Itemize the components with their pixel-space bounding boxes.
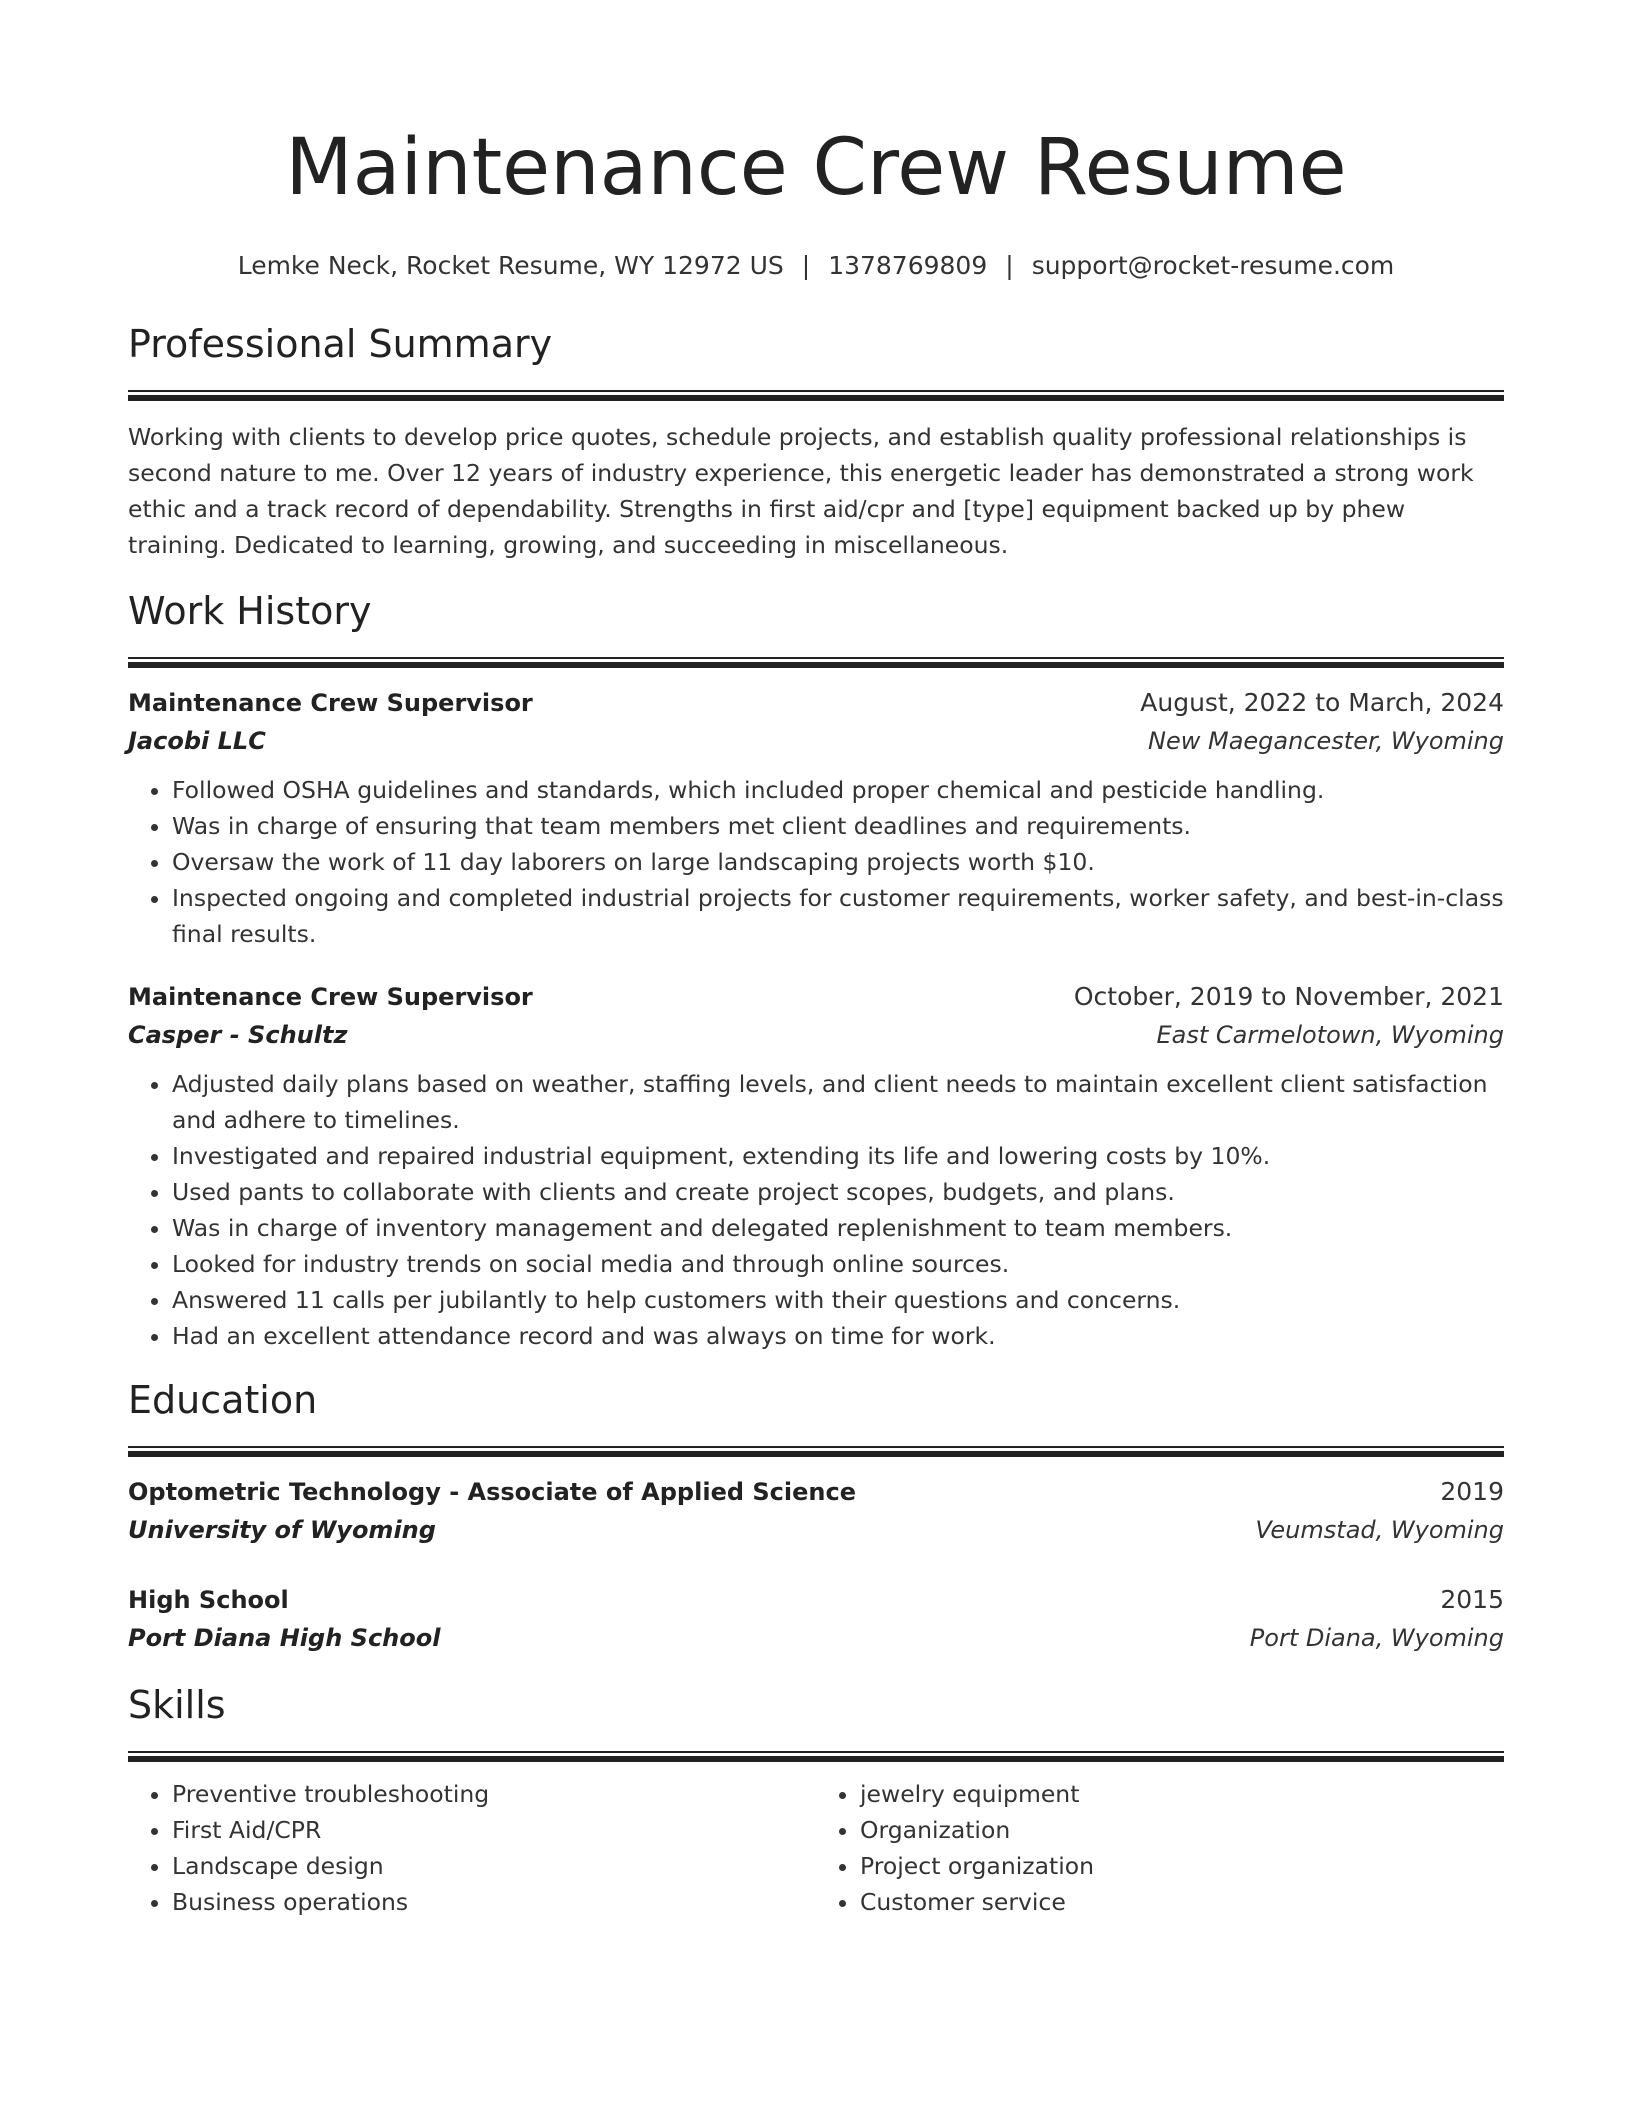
job-entry [128,978,1504,1354]
skill-item: • Project organization [860,1848,1504,1884]
job-header-row [128,684,1504,722]
contact-line [128,250,1504,282]
section-heading-work-history: Work History [128,589,372,633]
job-employer: Casper - Schultz [128,1021,348,1049]
job-employer-row [128,1016,1504,1054]
skill-item: • Business operations [172,1884,816,1920]
job-title: Maintenance Crew Supervisor [128,689,533,717]
section-heading-summary: Professional Summary [128,322,553,366]
job-bullet: • Looked for industry trends on social media and through online sources. [172,1246,1504,1282]
skill-item: • Preventive troubleshooting [172,1776,816,1812]
resume-title: Maintenance Crew Resume [285,123,1347,213]
job-title: Maintenance Crew Supervisor [128,983,533,1011]
job-location: East Carmelotown, Wyoming [1156,1021,1504,1049]
skill-item: • Landscape design [172,1848,816,1884]
contact-separator: | [1005,251,1014,280]
skill-item: • Customer service [860,1884,1504,1920]
job-bullet: • Inspected ongoing and completed industrial projects for customer requirements, worker safety, and best-in-class final results. [172,880,1504,952]
job-bullet: • Adjusted daily plans based on weather, staffing levels, and client needs to maintain excellent client satisfaction and adhere to timelines. [172,1066,1504,1138]
job-bullets [128,772,1504,952]
section-divider [128,1446,1504,1457]
job-dates: October, 2019 to November, 2021 [1073,982,1504,1011]
section-divider [128,657,1504,668]
education-school-row [128,1511,1504,1549]
education-year: 2015 [1440,1585,1504,1614]
section-heading-education: Education [128,1378,318,1422]
contact-separator: | [801,251,811,280]
job-bullet: • Answered 11 calls per jubilantly to help customers with their questions and concerns. [172,1282,1504,1318]
job-dates: August, 2022 to March, 2024 [1140,688,1504,717]
education-school: University of Wyoming [128,1516,436,1544]
work-history-section [128,587,1504,1354]
education-year: 2019 [1440,1477,1504,1506]
job-employer-row [128,722,1504,760]
skill-item: • Organization [860,1812,1504,1848]
job-header-row [128,978,1504,1016]
skills-column-left [128,1776,816,1920]
education-school-row [128,1619,1504,1657]
job-bullet: • Had an excellent attendance record and was always on time for work. [172,1318,1504,1354]
contact-email: support@rocket-resume.com [1031,251,1395,280]
education-location: Port Diana, Wyoming [1249,1624,1504,1652]
education-entry [128,1581,1504,1657]
job-employer: Jacobi LLC [128,727,266,755]
contact-phone: 1378769809 [828,251,988,280]
job-bullet: • Followed OSHA guidelines and standards, which included proper chemical and pesticide handling. [172,772,1504,808]
job-bullet: • Oversaw the work of 11 day laborers on large landscaping projects worth $10. [172,844,1504,880]
job-bullet: • Was in charge of inventory management and delegated replenishment to team members. [172,1210,1504,1246]
job-bullet: • Used pants to collaborate with clients and create project scopes, budgets, and plans. [172,1174,1504,1210]
job-bullet: • Was in charge of ensuring that team members met client deadlines and requirements. [172,808,1504,844]
education-degree: High School [128,1586,289,1614]
education-location: Veumstad, Wyoming [1255,1516,1504,1544]
job-bullets [128,1066,1504,1354]
education-degree: Optometric Technology - Associate of Applied Science [128,1478,856,1506]
summary-text: Working with clients to develop price quotes, schedule projects, and establish quality professional relationships is second nature to me. Over 12 years of industry experience, this energetic leader has demonstrated a strong work ethic and a track record of dependability. Strengths in first aid/cpr and [type] equipment backed up by phew training. Dedicated to learning, growing, and succeeding in miscellaneous. [128,423,1474,559]
section-divider [128,1751,1504,1762]
skills-column-right [816,1776,1504,1920]
education-school: Port Diana High School [128,1624,441,1652]
job-bullet: • Investigated and repaired industrial equipment, extending its life and lowering costs by 10%. [172,1138,1504,1174]
contact-address: Lemke Neck, Rocket Resume, WY 12972 US [237,251,784,280]
education-entry [128,1473,1504,1549]
skill-item: • jewelry equipment [860,1776,1504,1812]
education-section [128,1376,1504,1657]
skills-grid [128,1776,1504,1920]
section-heading-skills: Skills [128,1683,226,1727]
education-header-row [128,1581,1504,1619]
skills-section [128,1681,1504,1920]
summary-section [128,320,1504,563]
job-entry [128,684,1504,952]
skill-item: • First Aid/CPR [172,1812,816,1848]
education-header-row [128,1473,1504,1511]
section-divider [128,390,1504,401]
job-location: New Maegancester, Wyoming [1148,727,1504,755]
